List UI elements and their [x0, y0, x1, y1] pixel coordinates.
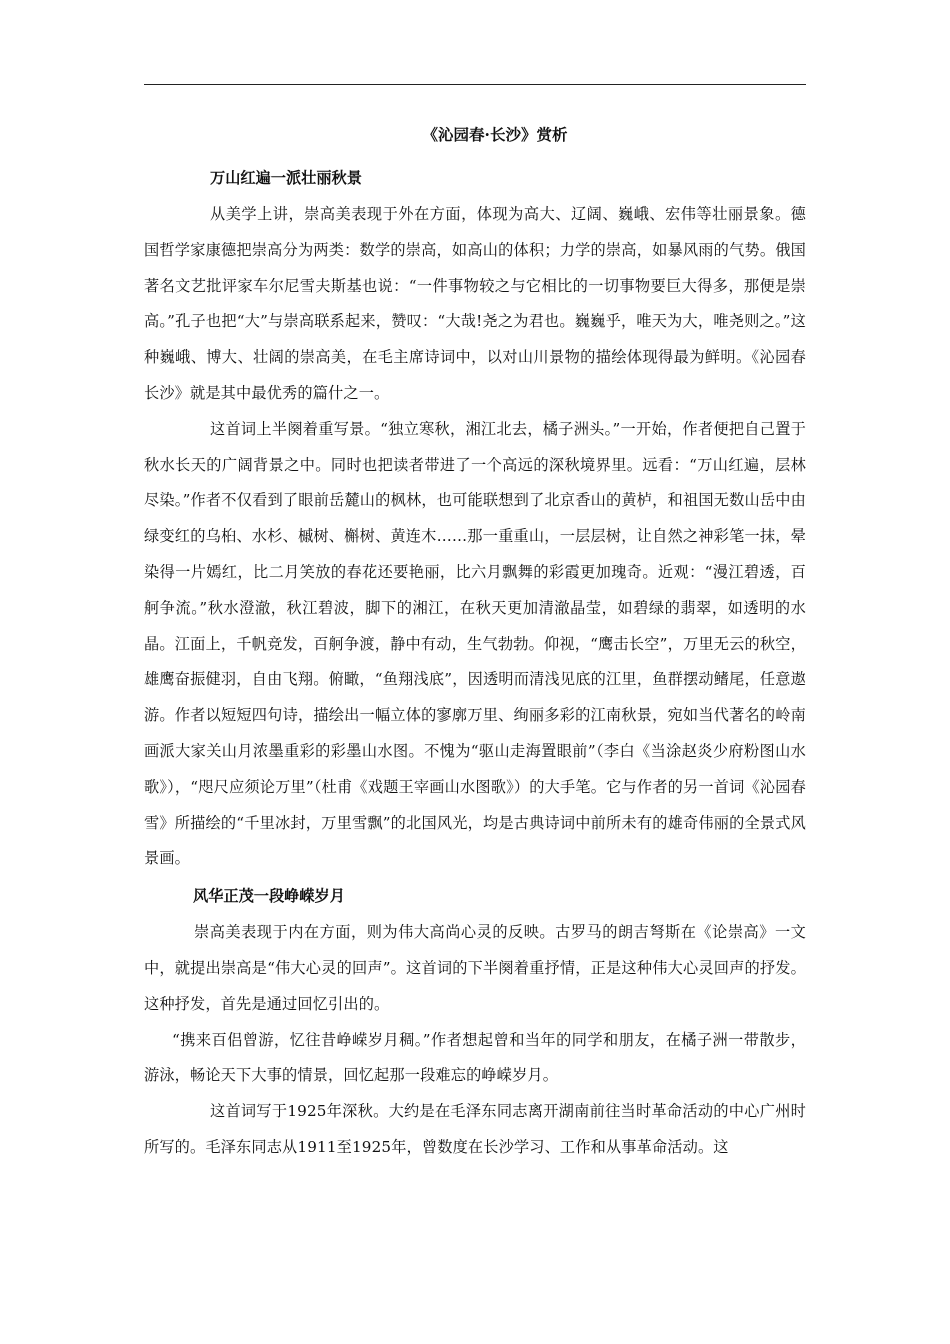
section-heading: 万山红遍一派壮丽秋景 [210, 169, 362, 187]
section-heading: 风华正茂一段峥嵘岁月 [193, 887, 345, 906]
paragraph: “携来百侣曾游，忆往昔峥嵘岁月稠。”作者想起曾和当年的同学和朋友，在橘子洲一带散步，游泳，畅论天下大事的情景，回忆起那一段难忘的峥嵘岁月。 [144, 1030, 806, 1085]
paragraph: 崇高美表现于内在方面，则为伟大高尚心灵的反映。古罗马的朗吉弩斯在《论崇高》一文中，就提出崇高是“伟大心灵的回声”。这首词的下半阕着重抒情，正是这种伟大心灵回声的抒发。这种抒发，首先是通过回忆引出的。 [144, 923, 806, 1013]
paragraph: 这首词上半阕着重写景。“独立寒秋，湘江北去，橘子洲头。”一开始，作者便把自己置于秋水长天的广阔背景之中。同时也把读者带进了一个高远的深秋境界里。远看：“万山红遍，层林尽染。”作者不仅看到了眼前岳麓山的枫林，也可能联想到了北京香山的黄栌，和祖国无数山岳中由绿变红的乌桕、水杉、槭树、槲树、黄连木……那一重重山，一层层树，让自然之神彩笔一抹，晕染得一片嫣红，比二月笑放的春花还要艳丽，比六月飘舞的彩霞更加瑰奇。近观：“漫江碧透，百舸争流。”秋水澄澈，秋江碧波，脚下的湘江，在秋天更加清澈晶莹，如碧绿的翡翠，如透明的水晶。江面上，千帆竞发，百舸争渡，静中有动，生气勃勃。仰视，“鹰击长空”，万里无云的秋空，雄鹰奋振健羽，自由飞翔。俯瞰，“鱼翔浅底”，因透明而清浅见底的江里，鱼群摆动鳍尾，任意遨游。作者以短短四句诗，描绘出一幅立体的寥廓万里、绚丽多彩的江南秋景，宛如当代著名的岭南画派大家关山月浓墨重彩的彩墨山水图。不愧为“驱山走海置眼前”（李白《当涂赵炎少府粉图山水歌》），“咫尺应须论万里”（杜甫《戏题王宰画山水图歌》）的大手笔。它与作者的另一首词《沁园春雪》所描绘的“千里冰封，万里雪飘”的北国风光，均是古典诗词中前所未有的雄奇伟丽的全景式风景画。 [144, 419, 806, 868]
document-title: 《沁园春·长沙》赏析 [422, 125, 568, 144]
paragraph: 这首词写于1925年深秋。大约是在毛泽东同志离开湖南前往当时革命活动的中心广州时所写的。毛泽东同志从1911至1925年，曾数度在长沙学习、工作和从事革命活动。这 [144, 1102, 806, 1156]
document-body [144, 116, 806, 1166]
header-rule [144, 84, 806, 85]
paragraph: 从美学上讲，崇高美表现于外在方面，体现为高大、辽阔、巍峨、宏伟等壮丽景象。德国哲学家康德把崇高分为两类：数学的崇高，如高山的体积；力学的崇高，如暴风雨的气势。俄国著名文艺批评家车尔尼雪夫斯基也说：“一件事物较之与它相比的一切事物要巨大得多，那便是崇高。”孔子也把“大”与崇高联系起来，赞叹：“大哉!尧之为君也。巍巍乎，唯天为大，唯尧则之。”这种巍峨、博大、壮阔的崇高美，在毛主席诗词中，以对山川景物的描绘体现得最为鲜明。《沁园春长沙》就是其中最优秀的篇什之一。 [144, 205, 806, 402]
